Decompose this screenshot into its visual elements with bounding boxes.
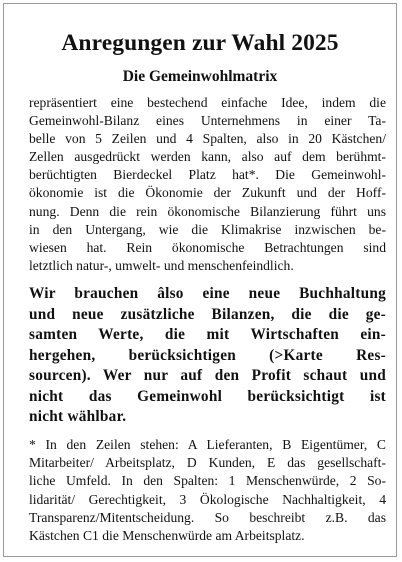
text-line: liche Umfeld. In den Spalten: 1 Menschenwürde, 2 So- (29, 473, 386, 489)
bold-statement-paragraph (29, 284, 386, 428)
footnote (29, 436, 386, 545)
text-line: lidarität/ Gerechtigkeit, 3 Ökologische Nachhaltigkeit, 4 (29, 491, 386, 507)
text-line: sourcen). Wer nur auf den Profit schaut und (29, 367, 386, 384)
text-line: Gemeinwohl-Bilanz eines Unternehmens in einer Ta- (29, 113, 386, 129)
text-line: nicht das Gemeinwohl berücksichtigt ist (29, 387, 386, 405)
text-line: ökonomie ist die Ökonomie der Zukunft und der Hoff- (29, 185, 386, 201)
text-line: und neue zusätzliche Bilanzen, die die ge- (29, 305, 386, 323)
text-line: samten Werte, die mit Wirtschaften ein- (29, 326, 386, 343)
text-line: repräsentiert eine bestechend einfache Idee, indem die (29, 95, 386, 110)
text-line: in den Untergang, wie die Klimakrise inzwischen be- (29, 221, 386, 237)
text-line: nung. Denn die rein ökonomische Bilanzierung führt uns (29, 203, 386, 219)
text-line: Zellen ausgedrückt werden kann, also auf dem berühmt- (29, 149, 386, 165)
text-line: Mitarbeiter/ Arbeitsplatz, D Kunden, E das gesellschaft- (29, 455, 386, 471)
text-line: Kästchen C1 die Menschenwürde am Arbeitsplatz. (29, 528, 305, 544)
document-card (3, 3, 397, 557)
text-line: belle von 5 Zeilen und 4 Spalten, also in 20 Kästchen/ (29, 131, 386, 147)
text-line: Transparenz/Mitentscheidung. So beschreibt z.B. das (29, 509, 386, 525)
text-line: Wir brauchen âlso eine neue Buchhaltung (29, 285, 386, 302)
text-line: berüchtigten Bierdeckel Platz hat*. Die Gemeinwohl- (29, 167, 386, 183)
page-title: Anregungen zur Wahl 2025 (61, 30, 339, 56)
text-line: * In den Zeilen stehen: A Lieferanten, B Eigentümer, C (29, 437, 386, 452)
text-line: wiesen hat. Rein ökonomische Betrachtungen sind (29, 239, 386, 255)
page-subtitle: Die Gemeinwohlmatrix (122, 68, 278, 85)
intro-paragraph (29, 94, 386, 275)
text-line: nicht wählbar. (29, 408, 127, 425)
text-line: hergehen, berücksichtigen (>Karte Res- (29, 346, 386, 364)
text-line: letztlich natur-, umwelt- und menschenfeindlich. (29, 257, 294, 273)
